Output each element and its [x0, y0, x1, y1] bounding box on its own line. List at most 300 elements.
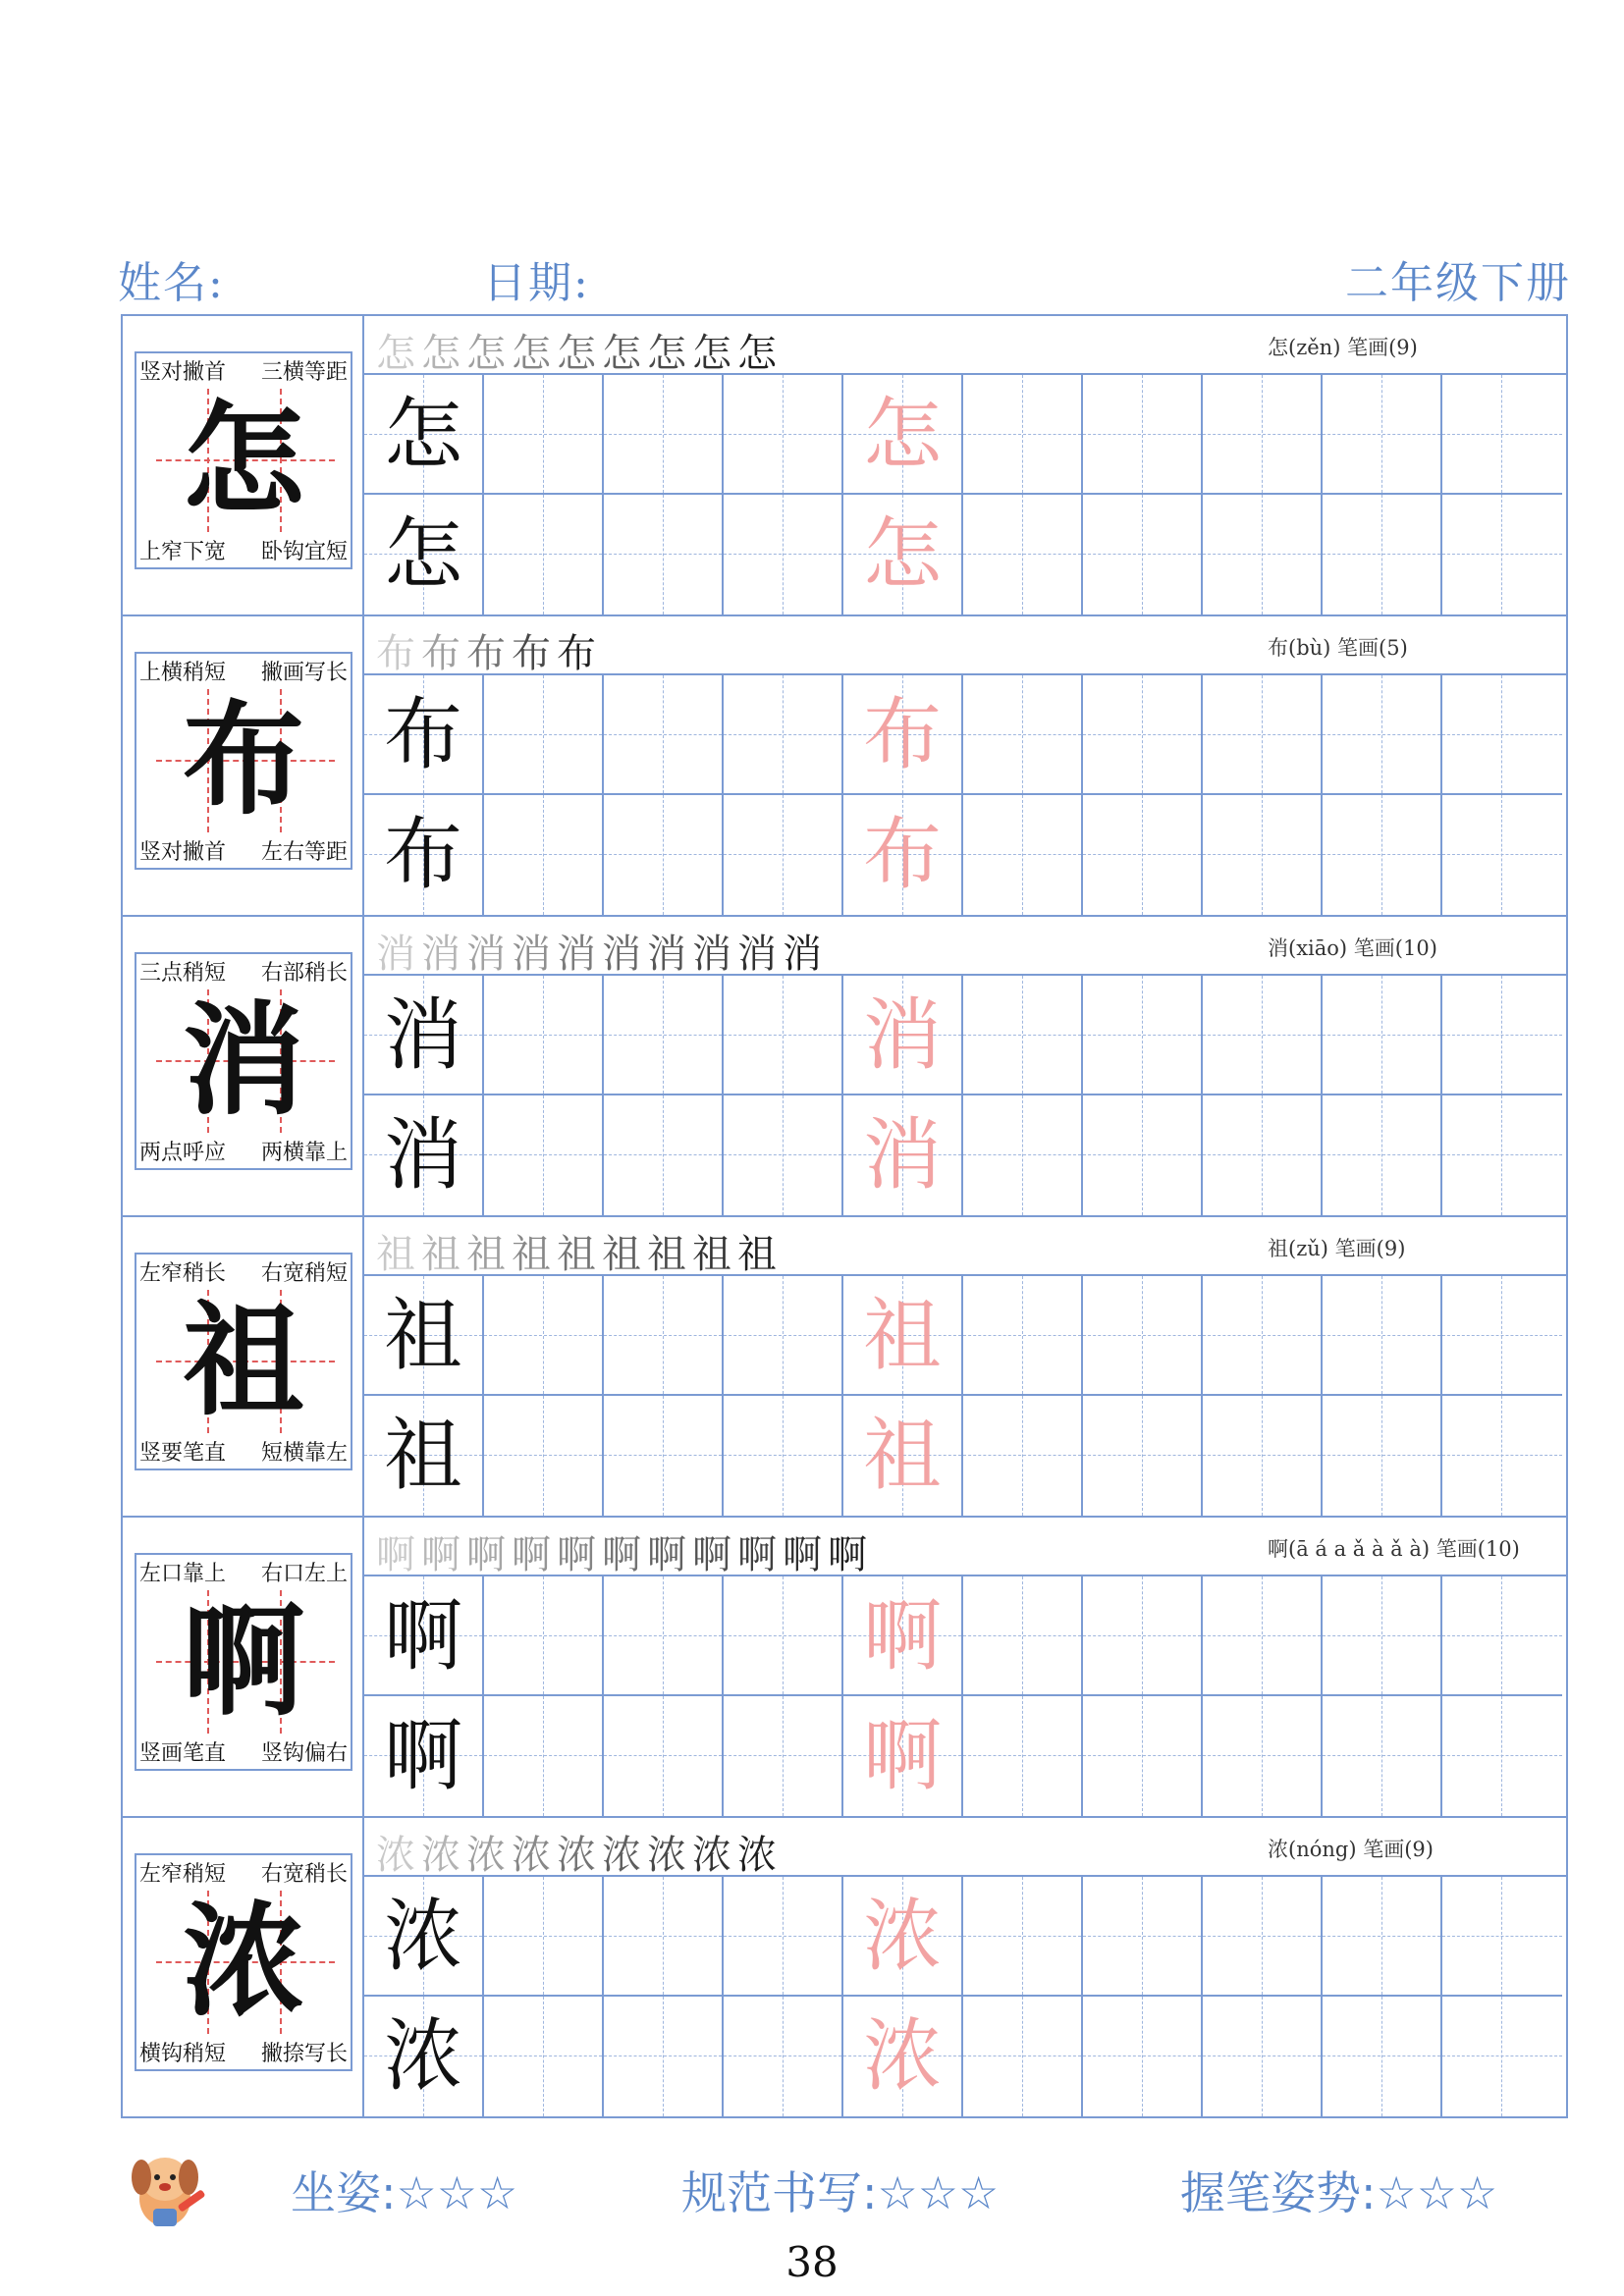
cell-guide — [1323, 1154, 1440, 1155]
stroke-step: 怎 — [376, 331, 421, 376]
practice-grid — [364, 1276, 1566, 1516]
cell-guide — [484, 734, 602, 735]
stroke-step: 消 — [466, 932, 512, 977]
practice-cell[interactable] — [1442, 1396, 1562, 1516]
stroke-step: 怎 — [692, 331, 737, 376]
practice-cell[interactable] — [604, 1877, 724, 1997]
practice-cell[interactable] — [364, 795, 484, 915]
tip-hint: 短横靠左 — [260, 1441, 348, 1466]
cell-guide — [724, 734, 841, 735]
cell-guide — [604, 1635, 722, 1636]
cell-guide — [1083, 734, 1201, 735]
practice-cell[interactable] — [843, 1095, 963, 1215]
practice-cell[interactable] — [364, 1696, 484, 1816]
practice-cell[interactable] — [1083, 795, 1203, 915]
practice-cell[interactable] — [604, 1095, 724, 1215]
practice-cell[interactable] — [843, 1877, 963, 1997]
practice-cell[interactable] — [1323, 1095, 1442, 1215]
cell-guide — [1142, 1396, 1143, 1516]
stroke-step: 怎 — [557, 331, 602, 376]
pinyin-stroke-count: 布(bù) 笔画(5) — [1268, 636, 1408, 660]
tip-hint: 左窄稍长 — [139, 1261, 227, 1286]
practice-cell[interactable] — [963, 495, 1083, 614]
practice-cell[interactable] — [484, 375, 604, 495]
practice-cell[interactable] — [1083, 1877, 1203, 1997]
practice-cell[interactable] — [1203, 1997, 1323, 2116]
practice-cell[interactable] — [484, 795, 604, 915]
cell-guide — [484, 1635, 602, 1636]
practice-cell[interactable] — [484, 1396, 604, 1516]
practice-cell[interactable] — [1442, 675, 1562, 795]
practice-cell[interactable] — [843, 1576, 963, 1696]
practice-cell[interactable] — [484, 675, 604, 795]
practice-cell[interactable] — [1083, 495, 1203, 614]
practice-cell[interactable] — [1323, 1997, 1442, 2116]
cell-guide — [1203, 1154, 1321, 1155]
tip-hint: 上横稍短 — [139, 661, 227, 685]
practice-cell[interactable] — [484, 1877, 604, 1997]
cell-guide — [1501, 795, 1502, 915]
cell-guide — [1083, 1936, 1201, 1937]
cell-guide — [963, 1035, 1081, 1036]
practice-cell[interactable] — [1323, 495, 1442, 614]
practice-cell[interactable] — [1323, 375, 1442, 495]
stroke-step: 布 — [376, 631, 421, 676]
stroke-sequence — [376, 923, 828, 979]
practice-cell[interactable] — [724, 1576, 843, 1696]
practice-cell[interactable] — [1203, 1095, 1323, 1215]
practice-cell[interactable] — [963, 1997, 1083, 2116]
practice-cell[interactable] — [1083, 1997, 1203, 2116]
practice-cell[interactable] — [1203, 1877, 1323, 1997]
practice-cell[interactable] — [1323, 1396, 1442, 1516]
cell-guide — [1262, 1997, 1263, 2116]
practice-cell[interactable] — [1442, 1997, 1562, 2116]
sample-character: 怎 — [384, 389, 462, 480]
stroke-step: 啊 — [376, 1532, 421, 1577]
cell-guide — [484, 1035, 602, 1036]
cell-guide — [663, 1396, 664, 1516]
stroke-order-strip — [364, 616, 1566, 675]
practice-cell[interactable] — [1203, 1396, 1323, 1516]
practice-cell[interactable] — [1442, 1576, 1562, 1696]
practice-cell[interactable] — [1083, 675, 1203, 795]
practice-cell[interactable] — [724, 375, 843, 495]
practice-cell[interactable] — [963, 1696, 1083, 1816]
tip-hint: 两横靠上 — [260, 1141, 348, 1165]
practice-cell[interactable] — [724, 1276, 843, 1396]
tip-box — [135, 351, 352, 569]
practice-cell[interactable] — [604, 1696, 724, 1816]
practice-cell[interactable] — [364, 375, 484, 495]
cell-guide — [543, 1997, 544, 2116]
cell-guide — [1323, 1455, 1440, 1456]
cell-guide — [1262, 495, 1263, 614]
cell-guide — [1442, 734, 1562, 735]
writing-tip-panel — [123, 1217, 364, 1516]
cell-guide — [1501, 1396, 1502, 1516]
stroke-step: 啊 — [828, 1532, 873, 1577]
cell-guide — [663, 495, 664, 614]
cell-guide — [484, 434, 602, 435]
practice-cell[interactable] — [724, 1095, 843, 1215]
practice-cell[interactable] — [843, 495, 963, 614]
practice-cell[interactable] — [1442, 495, 1562, 614]
practice-cell[interactable] — [1323, 1696, 1442, 1816]
cell-guide — [724, 1335, 841, 1336]
stroke-step: 啊 — [692, 1532, 737, 1577]
practice-cell[interactable] — [724, 1997, 843, 2116]
cell-guide — [604, 1154, 722, 1155]
practice-cell[interactable] — [484, 1276, 604, 1396]
practice-cell[interactable] — [724, 976, 843, 1095]
practice-cell[interactable] — [364, 1877, 484, 1997]
trace-character: 怎 — [863, 389, 942, 480]
practice-cell[interactable] — [1083, 1276, 1203, 1396]
stroke-step: 消 — [557, 932, 602, 977]
stroke-step: 消 — [376, 932, 421, 977]
cell-guide — [724, 434, 841, 435]
cell-guide — [1022, 1696, 1023, 1816]
practice-cell[interactable] — [724, 675, 843, 795]
char-row — [123, 616, 1566, 917]
practice-cell[interactable] — [843, 976, 963, 1095]
practice-cell[interactable] — [724, 795, 843, 915]
cell-guide — [1323, 1755, 1440, 1756]
cell-guide — [604, 1755, 722, 1756]
stroke-step: 祖 — [647, 1232, 692, 1277]
cell-guide — [1083, 1755, 1201, 1756]
cell-guide — [1083, 434, 1201, 435]
trace-character: 布 — [863, 689, 942, 780]
practice-cell[interactable] — [1442, 1276, 1562, 1396]
practice-cell[interactable] — [843, 675, 963, 795]
practice-cell[interactable] — [1203, 795, 1323, 915]
cell-guide — [724, 1455, 841, 1456]
practice-cell[interactable] — [1323, 1276, 1442, 1396]
stroke-step: 祖 — [512, 1232, 557, 1277]
practice-cell[interactable] — [1323, 1877, 1442, 1997]
practice-cell[interactable] — [364, 976, 484, 1095]
cell-guide — [604, 854, 722, 855]
practice-cell[interactable] — [364, 1276, 484, 1396]
tip-hint: 左窄稍短 — [139, 1862, 227, 1887]
cell-guide — [1323, 1035, 1440, 1036]
stroke-sequence — [376, 622, 602, 678]
practice-cell[interactable] — [484, 1997, 604, 2116]
cell-guide — [484, 854, 602, 855]
stroke-step: 啊 — [647, 1532, 692, 1577]
practice-cell[interactable] — [364, 675, 484, 795]
practice-cell[interactable] — [1203, 375, 1323, 495]
date-label: 日期: — [483, 258, 590, 308]
stroke-step: 啊 — [783, 1532, 828, 1577]
trace-character: 消 — [863, 989, 942, 1081]
model-character: 布 — [182, 689, 304, 831]
practice-cell[interactable] — [604, 1396, 724, 1516]
cell-guide — [1442, 1154, 1562, 1155]
tip-hint: 竖画笔直 — [139, 1741, 227, 1766]
cell-guide — [963, 854, 1081, 855]
page-number: 38 — [785, 2238, 839, 2286]
tip-hint: 三点稍短 — [139, 961, 227, 986]
cell-guide — [1501, 495, 1502, 614]
stroke-step: 浓 — [692, 1833, 737, 1878]
cell-guide — [1142, 1095, 1143, 1215]
stroke-step: 消 — [692, 932, 737, 977]
practice-cell[interactable] — [604, 1276, 724, 1396]
stroke-step: 浓 — [557, 1833, 602, 1878]
stroke-step: 啊 — [737, 1532, 783, 1577]
practice-cell[interactable] — [484, 1696, 604, 1816]
practice-cell[interactable] — [1083, 976, 1203, 1095]
stroke-order-strip — [364, 1818, 1566, 1877]
stroke-sequence — [376, 1824, 783, 1880]
practice-cell[interactable] — [963, 1877, 1083, 1997]
practice-cell[interactable] — [604, 375, 724, 495]
cell-guide — [1381, 495, 1382, 614]
char-row — [123, 1518, 1566, 1818]
cell-guide — [1083, 554, 1201, 555]
practice-cell[interactable] — [963, 1396, 1083, 1516]
practice-grid — [364, 1877, 1566, 2116]
tip-hint: 右口左上 — [260, 1562, 348, 1586]
stroke-step: 布 — [421, 631, 466, 676]
rating-footer — [118, 2140, 1571, 2238]
practice-cell[interactable] — [1323, 675, 1442, 795]
practice-cell[interactable] — [1442, 795, 1562, 915]
cell-guide — [604, 1936, 722, 1937]
stroke-step: 浓 — [466, 1833, 512, 1878]
practice-grid — [364, 675, 1566, 915]
practice-cell[interactable] — [724, 1877, 843, 1997]
practice-cell[interactable] — [843, 375, 963, 495]
practice-cell[interactable] — [724, 495, 843, 614]
practice-cell[interactable] — [843, 795, 963, 915]
model-character: 啊 — [182, 1590, 304, 1733]
pinyin-stroke-count: 浓(nóng) 笔画(9) — [1268, 1838, 1434, 1861]
cell-guide — [1442, 434, 1562, 435]
practice-cell[interactable] — [364, 1095, 484, 1215]
cell-guide — [543, 795, 544, 915]
stroke-step: 啊 — [602, 1532, 647, 1577]
char-row — [123, 917, 1566, 1217]
practice-cell[interactable] — [843, 1997, 963, 2116]
practice-cell[interactable] — [484, 495, 604, 614]
tip-box — [135, 1553, 352, 1771]
practice-cell[interactable] — [604, 976, 724, 1095]
stroke-order-strip — [364, 1217, 1566, 1276]
puppy-mascot-icon — [118, 2140, 212, 2234]
cell-guide — [1142, 795, 1143, 915]
cell-guide — [663, 1696, 664, 1816]
tip-hint: 撇画写长 — [260, 661, 348, 685]
practice-cell[interactable] — [1323, 976, 1442, 1095]
trace-character: 消 — [863, 1109, 942, 1201]
stroke-step: 怎 — [512, 331, 557, 376]
practice-cell[interactable] — [963, 675, 1083, 795]
practice-cell[interactable] — [1323, 1576, 1442, 1696]
practice-cell[interactable] — [604, 795, 724, 915]
practice-cell[interactable] — [1083, 1396, 1203, 1516]
practice-cell[interactable] — [1083, 1576, 1203, 1696]
practice-cell[interactable] — [1203, 675, 1323, 795]
practice-cell[interactable] — [1203, 1276, 1323, 1396]
cell-guide — [543, 1696, 544, 1816]
practice-cell[interactable] — [604, 1997, 724, 2116]
writing-tip-panel — [123, 616, 364, 915]
stroke-step: 怎 — [602, 331, 647, 376]
practice-cell[interactable] — [1083, 375, 1203, 495]
stroke-step: 布 — [512, 631, 557, 676]
practice-cell[interactable] — [1083, 1696, 1203, 1816]
practice-cell[interactable] — [963, 1576, 1083, 1696]
stroke-step: 消 — [783, 932, 828, 977]
cell-guide — [1203, 434, 1321, 435]
cell-guide — [1323, 854, 1440, 855]
pinyin-stroke-count: 消(xiāo) 笔画(10) — [1268, 936, 1437, 960]
char-row — [123, 1217, 1566, 1518]
sample-character: 啊 — [384, 1590, 462, 1682]
practice-cell[interactable] — [963, 1095, 1083, 1215]
cell-guide — [1323, 434, 1440, 435]
cell-guide — [484, 1936, 602, 1937]
cell-guide — [724, 1154, 841, 1155]
practice-cell[interactable] — [484, 1095, 604, 1215]
cell-guide — [1323, 1936, 1440, 1937]
tip-hint: 竖要笔直 — [139, 1441, 227, 1466]
cell-guide — [1022, 495, 1023, 614]
cell-guide — [1442, 1035, 1562, 1036]
cell-guide — [543, 1396, 544, 1516]
practice-cell[interactable] — [843, 1276, 963, 1396]
practice-cell[interactable] — [724, 1696, 843, 1816]
model-character: 浓 — [182, 1891, 304, 2033]
sample-character: 浓 — [384, 1891, 462, 1982]
writing-tip-panel — [123, 1818, 364, 2116]
cell-guide — [484, 1335, 602, 1336]
pinyin-stroke-count: 怎(zěn) 笔画(9) — [1268, 336, 1418, 359]
cell-guide — [1323, 1635, 1440, 1636]
practice-sheet — [121, 314, 1568, 2118]
cell-guide — [963, 1455, 1081, 1456]
stroke-step: 怎 — [647, 331, 692, 376]
stroke-step: 布 — [557, 631, 602, 676]
practice-cell[interactable] — [963, 1276, 1083, 1396]
cell-guide — [1203, 1635, 1321, 1636]
stroke-step: 消 — [512, 932, 557, 977]
tip-hint: 竖钩偏右 — [260, 1741, 348, 1766]
practice-cell[interactable] — [1203, 495, 1323, 614]
practice-cell[interactable] — [364, 1576, 484, 1696]
sample-character: 祖 — [384, 1410, 462, 1501]
practice-cell[interactable] — [604, 675, 724, 795]
practice-cell[interactable] — [364, 1396, 484, 1516]
cell-guide — [1262, 1095, 1263, 1215]
trace-character: 浓 — [863, 1891, 942, 1982]
practice-cell[interactable] — [843, 1396, 963, 1516]
practice-cell[interactable] — [1442, 1877, 1562, 1997]
stroke-step: 怎 — [737, 331, 783, 376]
cell-guide — [1083, 1635, 1201, 1636]
tip-hint: 三横等距 — [260, 360, 348, 385]
cell-guide — [1442, 854, 1562, 855]
stroke-step: 祖 — [737, 1232, 783, 1277]
cell-guide — [1022, 1997, 1023, 2116]
practice-cell[interactable] — [843, 1696, 963, 1816]
cell-guide — [1262, 795, 1263, 915]
trace-character: 布 — [863, 809, 942, 900]
cell-guide — [1442, 1755, 1562, 1756]
pinyin-stroke-count: 啊(ā á a ǎ à ǎ à) 笔画(10) — [1268, 1537, 1520, 1561]
trace-character: 浓 — [863, 2010, 942, 2102]
cell-guide — [1083, 1335, 1201, 1336]
sample-character: 浓 — [384, 2010, 462, 2102]
stroke-step: 消 — [602, 932, 647, 977]
practice-cell[interactable] — [1203, 976, 1323, 1095]
practice-cell[interactable] — [484, 976, 604, 1095]
practice-cell[interactable] — [1203, 1696, 1323, 1816]
cell-guide — [663, 1095, 664, 1215]
cell-guide — [783, 1696, 784, 1816]
cell-guide — [1022, 1095, 1023, 1215]
cell-guide — [1203, 1755, 1321, 1756]
tip-hint: 两点呼应 — [139, 1141, 227, 1165]
cell-guide — [663, 795, 664, 915]
trace-character: 啊 — [863, 1710, 942, 1801]
practice-cell[interactable] — [963, 375, 1083, 495]
practice-cell[interactable] — [364, 495, 484, 614]
stroke-step: 怎 — [421, 331, 466, 376]
tip-hint: 右宽稍短 — [260, 1261, 348, 1286]
stroke-step: 啊 — [557, 1532, 602, 1577]
cell-guide — [1203, 734, 1321, 735]
trace-character: 祖 — [863, 1290, 942, 1381]
practice-cell[interactable] — [1442, 1095, 1562, 1215]
stroke-step: 浓 — [602, 1833, 647, 1878]
practice-cell[interactable] — [364, 1997, 484, 2116]
stroke-order-strip — [364, 1518, 1566, 1576]
practice-cell[interactable] — [963, 795, 1083, 915]
practice-cell[interactable] — [724, 1396, 843, 1516]
practice-cell[interactable] — [484, 1576, 604, 1696]
cell-guide — [663, 1997, 664, 2116]
stroke-sequence — [376, 1223, 783, 1279]
cell-guide — [724, 1035, 841, 1036]
cell-guide — [1442, 554, 1562, 555]
practice-cell[interactable] — [1442, 976, 1562, 1095]
practice-cell[interactable] — [1083, 1095, 1203, 1215]
stroke-step: 浓 — [512, 1833, 557, 1878]
cell-guide — [783, 1396, 784, 1516]
cell-guide — [604, 1335, 722, 1336]
sample-character: 消 — [384, 1109, 462, 1201]
stroke-step: 浓 — [421, 1833, 466, 1878]
char-row — [123, 1818, 1566, 2118]
practice-cell[interactable] — [604, 1576, 724, 1696]
stroke-step: 布 — [466, 631, 512, 676]
cell-guide — [963, 734, 1081, 735]
practice-cell[interactable] — [963, 976, 1083, 1095]
practice-cell[interactable] — [1203, 1576, 1323, 1696]
stroke-sequence — [376, 1523, 873, 1579]
practice-cell[interactable] — [1442, 1696, 1562, 1816]
stroke-step: 祖 — [376, 1232, 421, 1277]
practice-cell[interactable] — [1323, 795, 1442, 915]
practice-cell[interactable] — [604, 495, 724, 614]
cell-guide — [543, 495, 544, 614]
practice-cell[interactable] — [1442, 375, 1562, 495]
